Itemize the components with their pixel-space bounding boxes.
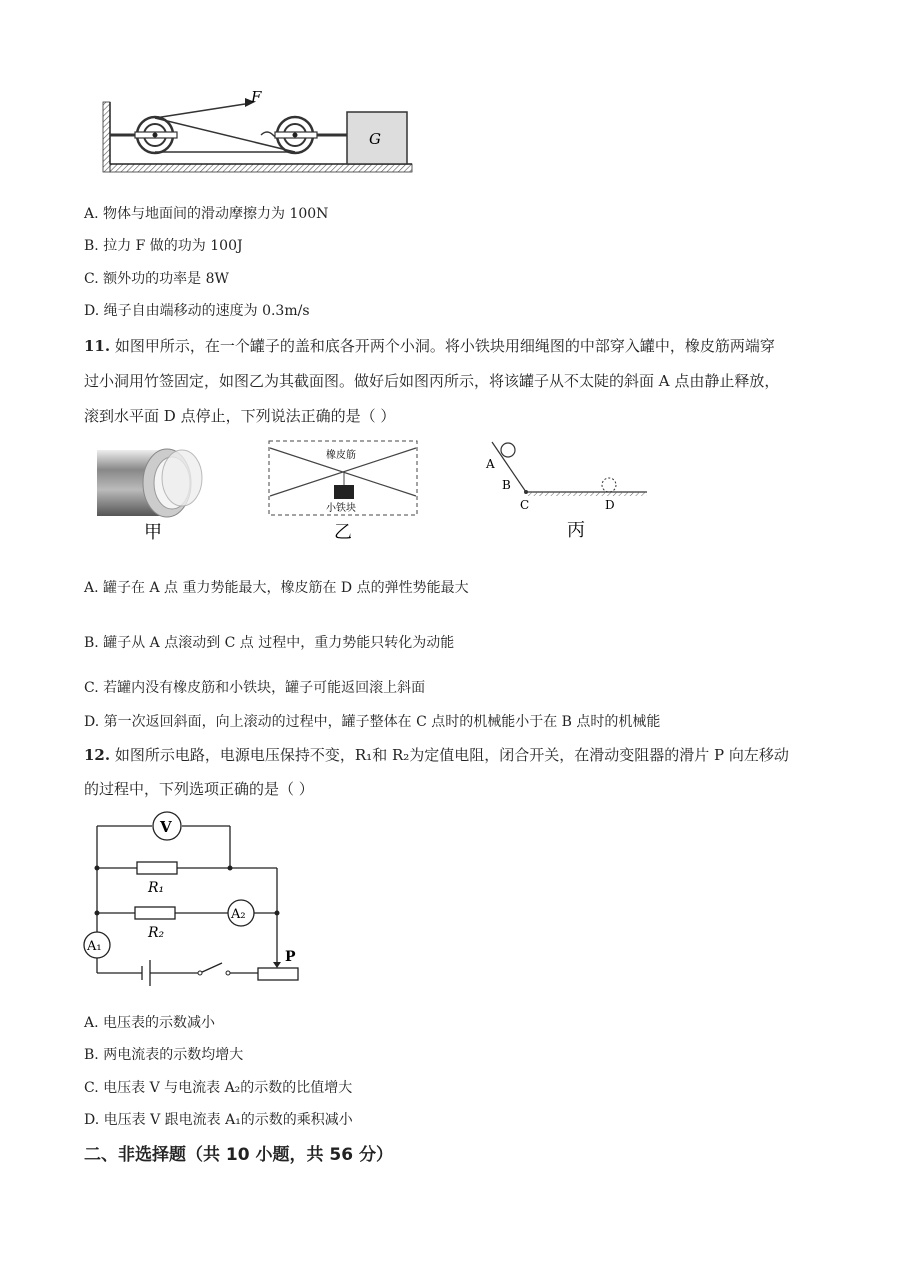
q11-option-b: B. 罐子从 A 点滚动到 C 点 过程中，重力势能只转化为动能 [84, 635, 455, 651]
circuit-diagram [80, 808, 320, 1000]
ammeter-a1-label: A₁ [87, 939, 102, 954]
point-c-label: C [520, 498, 530, 512]
q12-option-c: C. 电压表 V 与电流表 A₂的示数的比值增大 [84, 1080, 353, 1096]
fig-jia-label: 甲 [144, 522, 162, 543]
q12-number: 12. [84, 746, 111, 764]
q11-option-c: C. 若罐内没有橡皮筋和小铁块，罐子可能返回滚上斜面 [84, 680, 426, 696]
block-label: G [369, 130, 381, 148]
fig-bing-label: 丙 [567, 520, 585, 541]
r2-label: R₂ [148, 925, 165, 941]
q11-stem-line-2: 过小洞用竹签固定，如图乙为其截面图。做好后如图丙所示，将该罐子从不太陡的斜面 A 点由静止释放， [84, 372, 780, 390]
q10-option-c: C. 额外功的功率是 8W [84, 271, 229, 287]
slope-figure [482, 440, 657, 545]
q12-option-a: A. 电压表的示数减小 [84, 1015, 216, 1031]
point-a-label: A [486, 457, 495, 471]
q10-option-a: A. 物体与地面间的滑动摩擦力为 100N [84, 206, 329, 222]
r1-label: R₁ [148, 880, 165, 896]
voltmeter-label: V [160, 818, 172, 836]
cross-section-figure [268, 440, 420, 545]
section-heading: 二、非选择题（共 10 小题，共 56 分） [84, 1145, 393, 1165]
q10-option-d: D. 绳子自由端移动的速度为 0.3m/s [84, 303, 310, 319]
force-label: F [251, 90, 262, 106]
can-photo [92, 438, 222, 548]
q12-option-d: D. 电压表 V 跟电流表 A₁的示数的乘积减小 [84, 1112, 353, 1128]
q11-stem-line-3: 滚到水平面 D 点停止，下列说法正确的是（ ） [84, 407, 396, 425]
fig-yi-label: 乙 [334, 522, 352, 543]
pulley-figure [95, 90, 420, 180]
q12-stem-line-2: 的过程中，下列选项正确的是（ ） [84, 780, 314, 798]
q11-option-d: D. 第一次返回斜面，向上滚动的过程中，罐子整体在 C 点时的机械能小于在 B 点时的机械能 [84, 714, 661, 730]
q11-stem-line-1: 11. 如图甲所示，在一个罐子的盖和底各开两个小洞。将小铁块用细绳图的中部穿入罐中，橡皮筋两端穿 [84, 337, 775, 355]
q12-stem-line-1: 12. 如图所示电路，电源电压保持不变，R₁和 R₂为定值电阻，闭合开关，在滑动变阻器的滑片 P 向左移动 [84, 746, 789, 764]
point-d-label: D [605, 498, 615, 512]
q10-option-b: B. 拉力 F 做的功为 100J [84, 238, 243, 254]
q12-option-b: B. 两电流表的示数均增大 [84, 1047, 244, 1063]
ammeter-a2-label: A₂ [231, 907, 246, 922]
point-b-label: B [502, 478, 511, 492]
q11-option-a: A. 罐子在 A 点 重力势能最大，橡皮筋在 D 点的弹性势能最大 [84, 580, 469, 596]
iron-block-label: 小铁块 [326, 503, 356, 514]
rubber-band-label: 橡皮筋 [326, 450, 356, 461]
slider-p-label: P [285, 949, 296, 965]
q11-number: 11. [84, 337, 111, 355]
